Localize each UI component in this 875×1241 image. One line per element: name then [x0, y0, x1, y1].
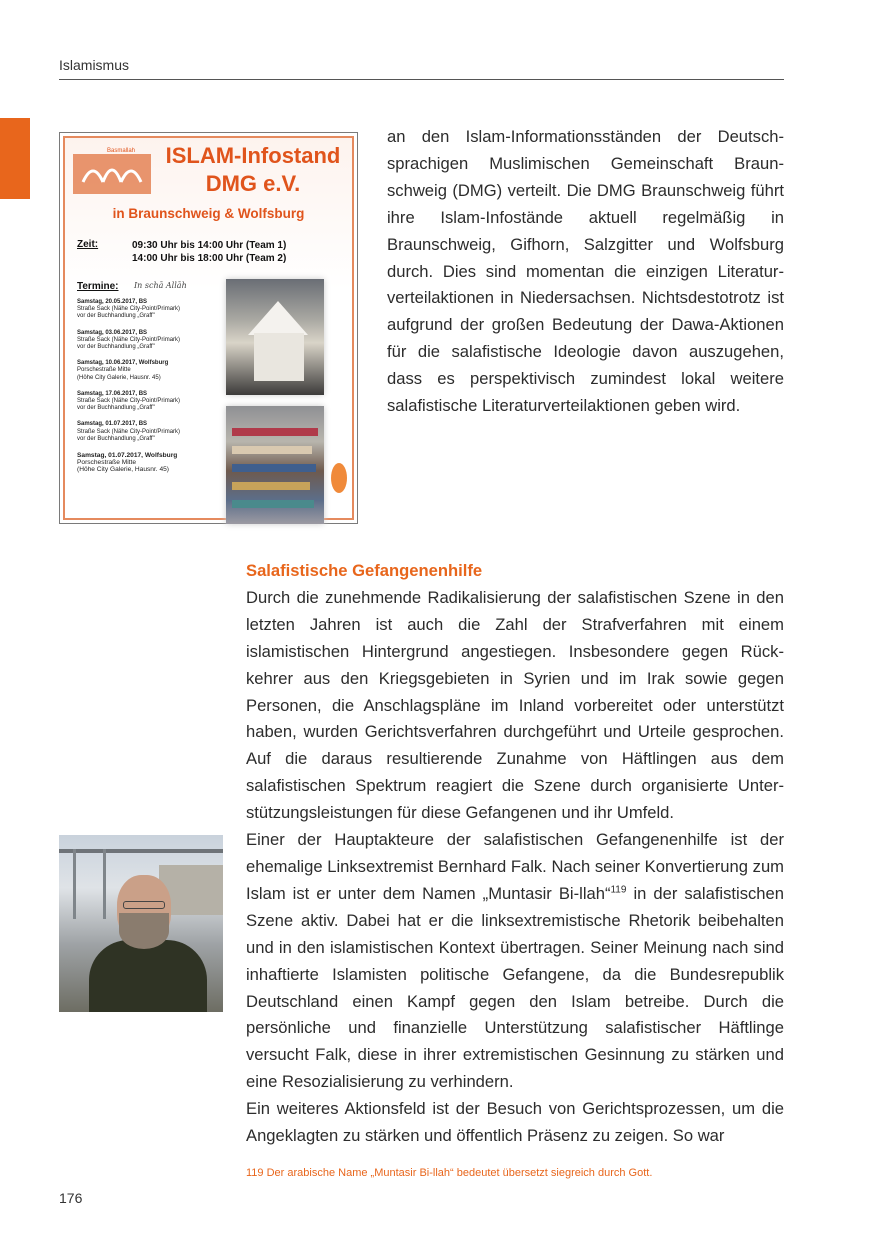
date-location: Straße Sack (Nähe City-Point/Primark) — [77, 428, 181, 435]
date-title: Samstag, 10.06.2017, Wolfsburg — [77, 360, 169, 367]
flyer-date-entry — [77, 360, 227, 382]
footnote-text: Der arabische Name „Muntasir Bi-llah“ bedeutet übersetzt siegreich durch Gott. — [266, 1167, 653, 1179]
fence-post — [103, 849, 106, 919]
section-heading: Salafistische Gefangenenhilfe — [246, 561, 483, 580]
paragraph-2-text-cont: in der salafistischen Szene aktiv. Dabei hat er die linksextremistische Rhetorik beibehalten und in den islamistischen Kontext übertragen. Seiner Meinung nach sind inhaftierte Islamisten politische Gefangene, da die Bundesrepublik Deutschland einen Kampf gegen den Islam betreibe. Durch die persönliche und finanzielle Unterstützung salafistischer Häftlinge versucht Falk, diese in ihrer extremistischen Gesinnung zu stärken und eine Resozialisierung zu verhindern. — [246, 883, 784, 1092]
top-paragraph: an den Islam-Informationsständen der Deutschsprachigen Muslimischen Gemeinschaft Braunschweig (DMG) verteilt. Die DMG Braunschweig führt ihre Islam-Infostände aktuell regelmäßig in Braunschweig, Gifhorn, Salzgitter und Wolfsburg durch. Dies sind momentan die einzigen Literaturverteilaktionen in Niedersachsen. Nichtsdestotrotz ist aufgrund der großen Bedeutung der Dawa-Aktionen für die salafistische Ideologie davon auszugehen, dass es perspektivisch zumindest lokal weitere salafistische Literaturverteilaktionen geben wird. — [387, 127, 784, 416]
date-location-detail: vor der Buchhandlung „Graff" — [77, 344, 155, 351]
flyer-date-entry — [77, 452, 227, 474]
date-location: Straße Sack (Nähe City-Point/Primark) — [77, 336, 181, 343]
person-glasses — [123, 901, 165, 909]
date-title: Samstag, 01.07.2017, Wolfsburg — [77, 452, 178, 460]
date-location-detail: (Höhe City Galerie, Hausnr. 45) — [77, 466, 169, 474]
book-row — [232, 428, 318, 436]
date-location-detail: vor der Buchhandlung „Graff" — [77, 435, 155, 442]
paragraph-1: Durch die zunehmende Radikalisierung der salafistischen Szene in den letzten Jahren ist auch die Zahl der Strafverfahren mit einem islamistischen Hintergrund angestiegen. Insbesondere gegen Rückkehrer aus den Kriegsgebieten in Syrien und im Irak sowie gegen Personen, die Anschlagspläne im Inland vorbereitet oder unterstützt haben, wurden Gerichtsverfahren durchgeführt und Urteile gesprochen. Auf die daraus resultierende Zunahme von Häftlingen aus dem salafistischen Spektrum reagiert die Szene durch organisierte Unterstützungsleistungen für diese Gefangenen und ihr Umfeld. — [246, 587, 784, 823]
book-row — [232, 482, 310, 490]
fence-post — [73, 849, 76, 919]
flyer-subtitle: in Braunschweig & Wolfsburg — [112, 206, 305, 221]
paragraph-2 — [246, 827, 784, 1096]
date-title: Samstag, 03.06.2017, BS — [77, 329, 148, 336]
date-title: Samstag, 17.06.2017, BS — [77, 390, 148, 397]
flyer-date-entry — [77, 391, 227, 413]
main-text-column — [246, 558, 784, 1150]
flyer-date-entry — [77, 299, 227, 321]
tent-body — [254, 333, 304, 381]
chapter-tab-marker — [0, 118, 30, 199]
infostand-tent-photo — [226, 279, 324, 395]
page-number: 176 — [59, 1190, 83, 1206]
flyer-title — [153, 142, 353, 198]
book-table-photo — [226, 406, 324, 524]
tent-roof — [248, 301, 308, 335]
date-location: Straße Sack (Nähe City-Point/Primark) — [77, 398, 181, 405]
date-title: Samstag, 01.07.2017, BS — [77, 421, 148, 428]
book-row — [232, 500, 314, 508]
person-jacket — [89, 940, 207, 1012]
date-location: Porschestraße Mitte — [77, 367, 131, 374]
footnote-number: 119 — [246, 1167, 264, 1179]
date-location-detail: vor der Buchhandlung „Graff" — [77, 313, 155, 320]
flyer-termine-label: Termine: — [77, 281, 119, 292]
flyer-date-entry — [77, 330, 227, 352]
person-beard — [119, 913, 169, 949]
book-row — [232, 446, 312, 454]
header-title: Islamismus — [59, 57, 130, 73]
paragraph-2-text: Einer der Hauptakteure der salafistischen Gefangenenhilfe ist der ehemalige Linksextremist Bernhard Falk. Nach seiner Konvertierung zum Islam ist er unter dem Namen „Muntasir Bi-llah“ — [246, 830, 784, 903]
running-header — [59, 57, 784, 80]
flyer-title-line2: DMG e.V. — [205, 171, 301, 196]
portrait-photo — [59, 835, 223, 1012]
date-location-detail: vor der Buchhandlung „Graff" — [77, 405, 155, 412]
top-paragraph-column — [387, 124, 784, 420]
flyer-zeit-label: Zeit: — [77, 239, 99, 250]
decorative-dot — [331, 463, 347, 493]
fence-rail — [59, 849, 223, 853]
flyer-script-text: In schā Allāh — [134, 281, 187, 290]
date-location-detail: (Höhe City Galerie, Hausnr. 45) — [77, 374, 161, 381]
flyer-zeit-team2: 14:00 Uhr bis 18:00 Uhr (Team 2) — [132, 253, 287, 264]
paragraph-3: Ein weiteres Aktionsfeld ist der Besuch von Gerichtsprozessen, um die Angeklagten zu stärken und öffentlich Präsenz zu zeigen. So war — [246, 1099, 784, 1146]
flyer-date-entry — [77, 421, 227, 443]
footnote — [246, 1167, 784, 1179]
date-location: Porschestraße Mitte — [77, 459, 136, 467]
date-title: Samstag, 20.05.2017, BS — [77, 299, 148, 305]
footnote-reference[interactable]: 119 — [610, 884, 627, 896]
date-location: Straße Sack (Nähe City-Point/Primark) — [77, 306, 181, 313]
infostand-flyer-image — [59, 132, 358, 524]
dmg-logo-icon — [73, 144, 151, 194]
logo-caption: Basmallah — [107, 148, 136, 154]
flyer-zeit-team1: 09:30 Uhr bis 14:00 Uhr (Team 1) — [132, 240, 287, 251]
book-row — [232, 464, 316, 472]
flyer-zeit-times — [132, 239, 286, 265]
flyer-title-line1: ISLAM-Infostand — [165, 143, 341, 168]
flyer-border — [63, 136, 354, 520]
flyer-date-list — [77, 299, 227, 483]
